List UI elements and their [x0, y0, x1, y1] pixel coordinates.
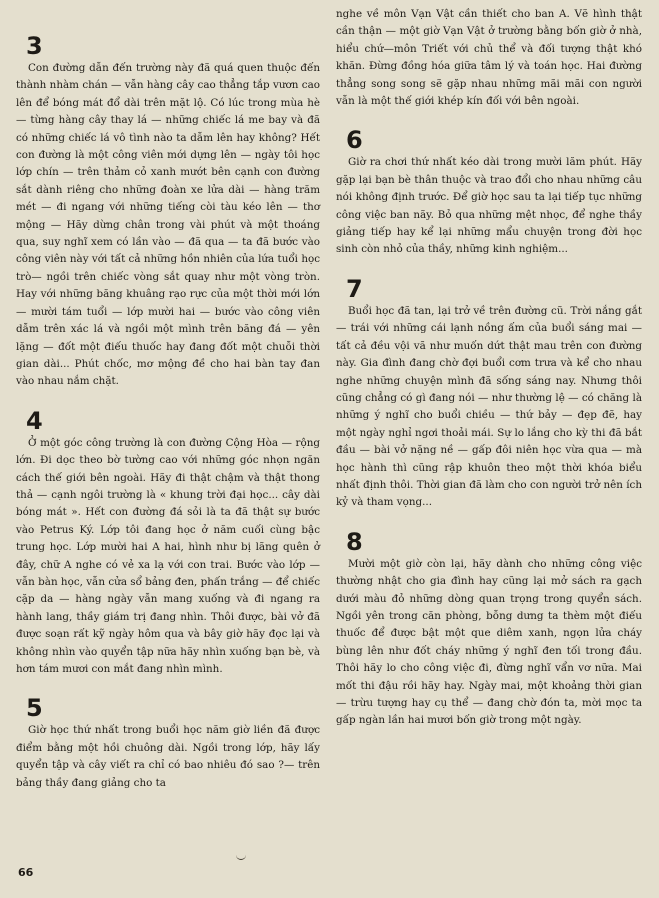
- section-3-text: Con đường dẫn đến trường này đã quá quen thuộc đến thành nhàm chán — vẫn hàng cây cao thẳng tắp vươn cao lên để bóng mát đổ dài trên mặt lộ. Có lúc trong mùa hè — từng hàng cây thay lá — những chiếc lá me bay và đã có những chiếc lá vô tình nào ta dẫm lên hay không? Hết con đường là một công viên mới dựng lên — ngày tôi học lớp chín — trên thảm cỏ xanh mướt bên cạnh con đường sắt dành riêng cho những đoàn xe lửa dài — hàng trăm mét — đi ngang với những tiếng còi tàu kéo lên — thơ mộng — Hãy dừng chân trong vài phút và một thoáng qua, suy nghĩ xem có lần vào — đã qua — ta đã bước vào công viên này với tất cả những hồn nhiên của lứa tuổi học trò— ngồi trên chiếc vòng sắt quay như một vòng tròn. Hay với những băng khuâng rạo rực của một thời mới lớn — mười tám tuổi — lớp mười hai — bước vào công viên dẫm trên xác lá và ngồi một mình trên băng đá — yên lặng — đốt một điếu thuốc hay đang đốt một chuỗi thời gian dài... Phút chốc, mơ mộng đề cho hai bàn tay đan vào nhau nắm chặt.: [16, 62, 320, 388]
- page-number: 66: [18, 866, 34, 879]
- section-4-text: Ở một góc công trường là con đường Cộng Hòa — rộng lớn. Đi dọc theo bờ tường cao với những góc nhọn ngăn cách thế giới bên ngoài. Hãy đi thật chậm và thật thong thả — cạnh ngôi trường là « khung trời đại học... cây dài bóng mát ». Hết con đường đá sỏi là ta đã thật sự bước vào Petrus Ký. Lớp tôi đang học ở năm cuối cùng bậc trung học. Lớp mười hai A hai, hình như bị lãng quên ở đây, chữ A nghe có vẻ xa lạ với con trai. Bước vào lớp — vẫn bàn học, vẫn cửa sổ bảng đen, phấn trắng — để chiếc cặp da — hàng ngày vẫn mang xuống và đi ngang ra hành lang, thầy giám trị đang nhìn. Thôi được, bài vở đã được soạn rất kỹ ngày hôm qua và bây giờ hãy đọc lại và không nhìn vào quyển tập nữa hãy nhìn xuống bạn bè, và hơn tám mươi con mắt đang nhìn mình.: [16, 436, 320, 675]
- section-5-continuation: nghe về môn Vạn Vật cần thiết cho ban A. Vẽ hình thật cần thận — một giờ Vạn Vật ở trường bằng bốn giờ ở nhà, hiểu chứ—môn Triết với chủ thể và đối tượng thật khó khăn. Đừng đồng hóa giữa tâm lý và toán học. Hai đường thẳng song song sẽ gặp nhau những mãi mãi con người vẫn là một thế giới khép kín đối với bên ngoài.: [336, 8, 642, 108]
- section-number-3: 3: [26, 32, 43, 60]
- page-mark: [236, 855, 246, 860]
- section-5-text: Giờ học thứ nhất trong buổi học năm giờ liền đã được điểm bằng một hồi chuông dài. Ngồi trong lớp, hãy lấy quyển tập và cây viết ra chỉ có bao nhiêu đó sao ?— trên bảng thầy đang giảng cho ta: [16, 724, 320, 789]
- section-number-5: 5: [26, 694, 43, 723]
- section-7-text: Buổi học đã tan, lại trở về trên đường cũ. Trời nắng gắt — trái với những cái lạnh nồng ấm của buổi sáng mai — tất cả đều vội vã như muốn dứt thật mau trên con đường này. Gia đình đang chờ đợi buổi cơm trưa và kể cho nhau nghe những chuyện mình đã sống sáng nay. Nhưng thôi cũng chẳng có gì đang nói — như thường lệ — có chăng là những ý nghĩ cho buổi chiều — thứ bảy — đẹp đẽ, hay một ngày nghỉ ngơi thoải mái. Sự lo lắng cho kỳ thi đã bắt đầu — bài vở nặng nề — gấp đôi niên học vừa qua — mà học hành thì cũng rập khuôn theo một thời khóa biểu nhất định thôi. Thời gian đã làm cho con người trở nên ích kỷ và tham vọng...: [336, 304, 642, 509]
- section-number-4: 4: [26, 406, 43, 435]
- section-number-8: 8: [346, 527, 363, 556]
- left-column: [16, 6, 320, 792]
- section-8-text: Mười một giờ còn lại, hãy dành cho những công việc thường nhật cho gia đình hay cũng lại mở sách ra gạch dưới màu đỏ những dòng quan trọng trong quyển sách. Ngồi yên trong căn phòng, bỗng dưng ta thèm một điếu thuốc để được bật một que diêm xanh, ngọn lửa cháy bùng lên như đốt cháy những ý nghĩ đen tối trong đầu. Thôi hãy lo cho công việc đi, đừng nghĩ vẩn vơ nữa. Mai mốt thi đậu rồi hãy hay. Ngày mai, một khoảng thời gian — trừu tượng hay cụ thể — đang chờ đón ta, mời mọc ta gấp ngàn lần hai mươi bốn giờ trong một ngày.: [336, 557, 642, 727]
- section-6-text: Giờ ra chơi thứ nhất kéo dài trong mười lăm phút. Hãy gặp lại bạn bè thân thuộc và trao đổi cho nhau những câu nói không định trước. Để giờ học sau ta lại tiếp tục những công việc ban nãy. Bỏ qua những mệt nhọc, để nghe thầy giảng tiếp hay kể lại những mẩu chuyện trong đời học sinh còn nhỏ của thầy, những kinh nghiệm...: [336, 156, 642, 256]
- section-number-6: 6: [346, 126, 363, 155]
- section-number-7: 7: [346, 274, 363, 303]
- right-column: [336, 6, 642, 730]
